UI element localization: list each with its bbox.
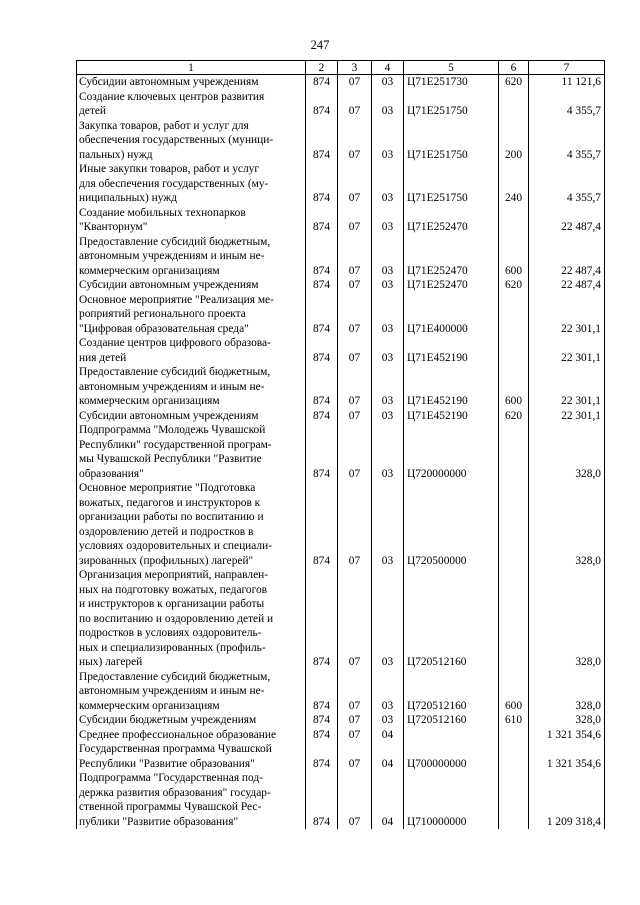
grbs-code-cell: 874	[306, 162, 338, 206]
target-article-cell: Ц71Е452190	[404, 336, 499, 365]
expense-type-cell	[499, 568, 529, 670]
amount-cell: 22 487,4	[529, 206, 605, 235]
section-cell: 07	[338, 481, 372, 568]
item-name-line: публики "Развитие образования"	[79, 815, 239, 828]
item-name-line: Создание центров цифрового образова-	[79, 337, 271, 349]
item-name-line: и инструкторов к организации работы	[79, 598, 265, 610]
target-article-cell: Ц700000000	[404, 742, 499, 771]
expense-type-cell: 200	[499, 119, 529, 163]
section-cell: 07	[338, 90, 372, 119]
subsection-cell: 03	[372, 670, 404, 714]
table-row	[77, 742, 605, 771]
item-name-cell	[77, 90, 306, 119]
item-name-line: держка развития образования" государ-	[79, 786, 271, 799]
expense-type-cell	[499, 90, 529, 119]
expense-type-cell	[499, 293, 529, 337]
section-cell: 07	[338, 568, 372, 670]
item-name-line: Подпрограмма "Государственная под-	[79, 772, 263, 784]
expense-type-cell	[499, 336, 529, 365]
table-row	[77, 75, 605, 90]
section-cell: 07	[338, 728, 372, 743]
target-article-cell: Ц71Е452190	[404, 409, 499, 424]
target-article-cell: Ц71Е251750	[404, 162, 499, 206]
subsection-cell: 04	[372, 742, 404, 771]
item-name-line: ных) лагерей	[79, 656, 143, 668]
subsection-cell: 03	[372, 713, 404, 728]
item-name-line: автономным учреждениям и иным не-	[79, 250, 265, 262]
subsection-cell: 03	[372, 365, 404, 409]
subsection-cell: 04	[372, 728, 404, 743]
grbs-code-cell: 874	[306, 568, 338, 670]
item-name-line: мы Чувашской Республики "Развитие	[79, 453, 262, 465]
grbs-code-cell: 874	[306, 75, 338, 90]
item-name-line: Основное мероприятие "Реализация ме-	[79, 293, 274, 306]
item-name-line: образования"	[79, 467, 144, 480]
item-name-cell	[77, 670, 306, 714]
item-name-line: для обеспечения государственных (му-	[79, 177, 269, 190]
item-name-line: коммерческим организациям	[79, 395, 220, 407]
table-row	[77, 278, 605, 293]
item-name-cell	[77, 75, 306, 90]
item-name-line: Создание мобильных технопарков	[79, 206, 246, 219]
item-name-line: Республики "Развитие образования"	[79, 757, 255, 770]
item-name-line: детей	[79, 105, 106, 117]
table-row	[77, 162, 605, 206]
header-col-4: 4	[372, 61, 404, 75]
amount-cell: 328,0	[529, 713, 605, 728]
target-article-cell: Ц71Е252470	[404, 278, 499, 293]
table-row	[77, 771, 605, 829]
grbs-code-cell: 874	[306, 365, 338, 409]
target-article-cell: Ц720500000	[404, 481, 499, 568]
table-body	[77, 75, 605, 830]
item-name-line: Среднее профессиональное образование	[79, 728, 277, 741]
item-name-line: Государственная программа Чувашской	[79, 743, 272, 755]
table-row	[77, 206, 605, 235]
amount-cell: 328,0	[529, 481, 605, 568]
grbs-code-cell: 874	[306, 771, 338, 829]
item-name-line: подростков в условиях оздоровитель-	[79, 627, 262, 639]
target-article-cell: Ц71Е251750	[404, 90, 499, 119]
item-name-cell	[77, 278, 306, 293]
grbs-code-cell: 874	[306, 670, 338, 714]
grbs-code-cell: 874	[306, 713, 338, 728]
table-row	[77, 423, 605, 481]
table-row	[77, 336, 605, 365]
item-name-line: Республики" государственной програм-	[79, 438, 272, 451]
amount-cell: 1 321 354,6	[529, 728, 605, 743]
expense-type-cell	[499, 742, 529, 771]
grbs-code-cell: 874	[306, 119, 338, 163]
item-name-cell	[77, 119, 306, 163]
header-col-3: 3	[338, 61, 372, 75]
grbs-code-cell: 874	[306, 90, 338, 119]
amount-cell: 22 301,1	[529, 409, 605, 424]
item-name-cell	[77, 742, 306, 771]
expense-type-cell: 600	[499, 670, 529, 714]
grbs-code-cell: 874	[306, 409, 338, 424]
item-name-line: коммерческим организациям	[79, 264, 220, 277]
item-name-line: обеспечения государственных (муници-	[79, 134, 274, 146]
item-name-line: Иные закупки товаров, работ и услуг	[79, 163, 260, 175]
grbs-code-cell: 874	[306, 728, 338, 743]
item-name-line: Создание ключевых центров развития	[79, 90, 265, 103]
item-name-cell	[77, 409, 306, 424]
header-col-5: 5	[404, 61, 499, 75]
table-row	[77, 90, 605, 119]
expense-type-cell: 620	[499, 409, 529, 424]
target-article-cell: Ц71Е400000	[404, 293, 499, 337]
expense-type-cell	[499, 728, 529, 743]
budget-table	[76, 60, 605, 829]
expense-type-cell	[499, 481, 529, 568]
amount-cell: 1 209 318,4	[529, 771, 605, 829]
item-name-line: Предоставление субсидий бюджетным,	[79, 670, 271, 683]
target-article-cell: Ц71Е251730	[404, 75, 499, 90]
amount-cell: 4 355,7	[529, 90, 605, 119]
section-cell: 07	[338, 119, 372, 163]
item-name-line: ния детей	[79, 351, 127, 364]
expense-type-cell: 620	[499, 75, 529, 90]
expense-type-cell: 610	[499, 713, 529, 728]
subsection-cell: 03	[372, 481, 404, 568]
item-name-line: автономным учреждениям и иным не-	[79, 685, 265, 697]
table-row	[77, 409, 605, 424]
item-name-line: роприятий регионального проекта	[79, 308, 246, 320]
item-name-line: оздоровлению детей и подростков в	[79, 525, 254, 538]
grbs-code-cell: 874	[306, 481, 338, 568]
expense-type-cell: 600	[499, 235, 529, 279]
table-row	[77, 293, 605, 337]
section-cell: 07	[338, 235, 372, 279]
item-name-cell	[77, 336, 306, 365]
grbs-code-cell: 874	[306, 278, 338, 293]
subsection-cell: 03	[372, 119, 404, 163]
table-row	[77, 670, 605, 714]
section-cell: 07	[338, 742, 372, 771]
expense-type-cell	[499, 423, 529, 481]
table-row	[77, 119, 605, 163]
subsection-cell: 03	[372, 235, 404, 279]
item-name-line: ных на подготовку вожатых, педагогов	[79, 583, 268, 596]
item-name-line: Субсидии автономным учреждениям	[79, 76, 259, 88]
target-article-cell: Ц720512160	[404, 670, 499, 714]
subsection-cell: 03	[372, 162, 404, 206]
item-name-line: Подпрограмма "Молодежь Чувашской	[79, 424, 266, 436]
amount-cell: 11 121,6	[529, 75, 605, 90]
subsection-cell: 03	[372, 336, 404, 365]
expense-type-cell	[499, 206, 529, 235]
subsection-cell: 03	[372, 90, 404, 119]
item-name-line: ниципальных) нужд	[79, 192, 177, 204]
item-name-cell	[77, 481, 306, 568]
subsection-cell: 03	[372, 278, 404, 293]
amount-cell: 328,0	[529, 670, 605, 714]
header-col-2: 2	[306, 61, 338, 75]
section-cell: 07	[338, 206, 372, 235]
target-article-cell: Ц720512160	[404, 568, 499, 670]
grbs-code-cell: 874	[306, 742, 338, 771]
item-name-line: Субсидии бюджетным учреждениям	[79, 714, 257, 726]
item-name-line: организации работы по воспитанию и	[79, 511, 264, 523]
amount-cell: 22 487,4	[529, 278, 605, 293]
table-row	[77, 728, 605, 743]
header-col-6: 6	[499, 61, 529, 75]
subsection-cell: 03	[372, 75, 404, 90]
item-name-line: вожатых, педагогов и инструкторов к	[79, 496, 261, 509]
item-name-cell	[77, 206, 306, 235]
item-name-cell	[77, 568, 306, 670]
table-row	[77, 713, 605, 728]
section-cell: 07	[338, 771, 372, 829]
target-article-cell: Ц720000000	[404, 423, 499, 481]
target-article-cell: Ц71Е252470	[404, 206, 499, 235]
amount-cell: 22 301,1	[529, 293, 605, 337]
amount-cell: 22 301,1	[529, 336, 605, 365]
item-name-line: условиях оздоровительных и специали-	[79, 540, 273, 552]
item-name-line: ственной программы Чувашской Рес-	[79, 801, 262, 813]
item-name-line: Предоставление субсидий бюджетным,	[79, 235, 271, 248]
target-article-cell	[404, 728, 499, 743]
section-cell: 07	[338, 75, 372, 90]
amount-cell: 4 355,7	[529, 162, 605, 206]
target-article-cell: Ц71Е251750	[404, 119, 499, 163]
target-article-cell: Ц710000000	[404, 771, 499, 829]
expense-type-cell	[499, 771, 529, 829]
section-cell: 07	[338, 162, 372, 206]
item-name-cell	[77, 771, 306, 829]
item-name-cell	[77, 423, 306, 481]
section-cell: 07	[338, 365, 372, 409]
amount-cell: 328,0	[529, 423, 605, 481]
item-name-line: Предоставление субсидий бюджетным,	[79, 366, 271, 378]
section-cell: 07	[338, 423, 372, 481]
table-header-row	[77, 61, 605, 75]
item-name-line: коммерческим организациям	[79, 699, 220, 712]
table-row	[77, 568, 605, 670]
grbs-code-cell: 874	[306, 293, 338, 337]
section-cell: 07	[338, 409, 372, 424]
item-name-line: "Кванториум"	[79, 221, 148, 233]
expense-type-cell: 240	[499, 162, 529, 206]
section-cell: 07	[338, 336, 372, 365]
amount-cell: 22 487,4	[529, 235, 605, 279]
item-name-line: пальных) нужд	[79, 148, 153, 161]
grbs-code-cell: 874	[306, 336, 338, 365]
subsection-cell: 04	[372, 771, 404, 829]
subsection-cell: 03	[372, 423, 404, 481]
item-name-cell	[77, 713, 306, 728]
item-name-cell	[77, 728, 306, 743]
expense-type-cell: 600	[499, 365, 529, 409]
target-article-cell: Ц71Е452190	[404, 365, 499, 409]
header-col-7: 7	[529, 61, 605, 75]
grbs-code-cell: 874	[306, 206, 338, 235]
section-cell: 07	[338, 713, 372, 728]
expense-type-cell: 620	[499, 278, 529, 293]
section-cell: 07	[338, 293, 372, 337]
subsection-cell: 03	[372, 293, 404, 337]
item-name-line: зированных (профильных) лагерей"	[79, 554, 254, 567]
table-row	[77, 365, 605, 409]
item-name-line: ных и специализированных (профиль-	[79, 641, 266, 654]
target-article-cell: Ц720512160	[404, 713, 499, 728]
grbs-code-cell: 874	[306, 423, 338, 481]
item-name-line: Основное мероприятие "Подготовка	[79, 482, 256, 494]
section-cell: 07	[338, 670, 372, 714]
item-name-cell	[77, 365, 306, 409]
item-name-cell	[77, 162, 306, 206]
item-name-line: Закупка товаров, работ и услуг для	[79, 119, 249, 132]
amount-cell: 22 301,1	[529, 365, 605, 409]
item-name-cell	[77, 293, 306, 337]
subsection-cell: 03	[372, 409, 404, 424]
grbs-code-cell: 874	[306, 235, 338, 279]
page-number: 247	[310, 38, 330, 52]
item-name-line: автономным учреждениям и иным не-	[79, 380, 265, 393]
target-article-cell: Ц71Е252470	[404, 235, 499, 279]
item-name-line: "Цифровая образовательная среда"	[79, 322, 249, 335]
amount-cell: 1 321 354,6	[529, 742, 605, 771]
subsection-cell: 03	[372, 206, 404, 235]
item-name-line: Организация мероприятий, направлен-	[79, 569, 269, 581]
item-name-line: Субсидии автономным учреждениям	[79, 279, 259, 291]
table-row	[77, 481, 605, 568]
section-cell: 07	[338, 278, 372, 293]
amount-cell: 328,0	[529, 568, 605, 670]
amount-cell: 4 355,7	[529, 119, 605, 163]
subsection-cell: 03	[372, 568, 404, 670]
header-col-1: 1	[77, 61, 306, 75]
item-name-cell	[77, 235, 306, 279]
item-name-line: по воспитанию и оздоровлению детей и	[79, 612, 274, 625]
table-row	[77, 235, 605, 279]
item-name-line: Субсидии автономным учреждениям	[79, 409, 259, 422]
